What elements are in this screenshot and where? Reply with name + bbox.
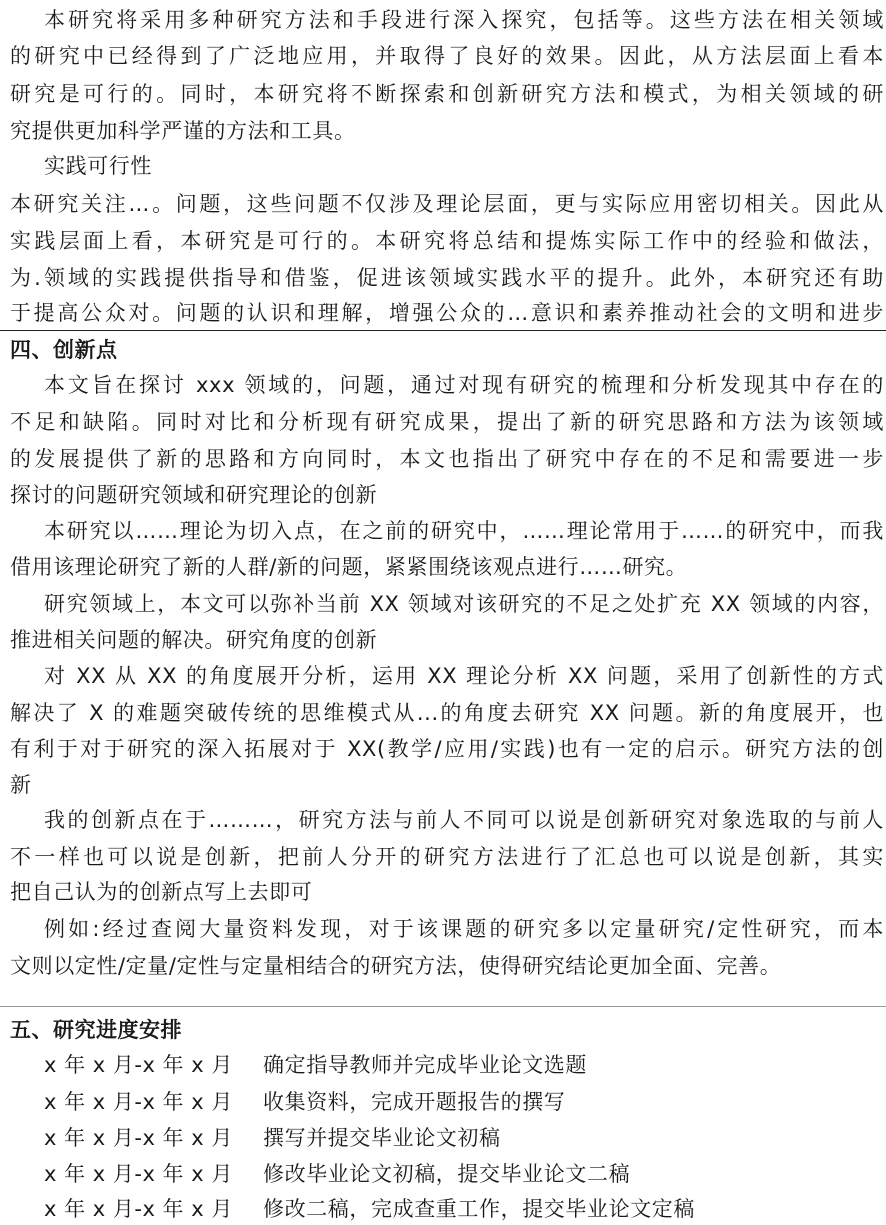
innovation-paragraph-line: 解决了 X 的难题突破传统的思维模式从...的角度去研究 XX 问题。新的角度展开，也 [10, 701, 884, 725]
schedule-task: 收集资料，完成开题报告的撰写 [263, 1090, 566, 1114]
innovation-paragraph-line: 例如:经过查阅大量资料发现，对于该课题的研究多以定量研究/定性研究，而本 [44, 917, 884, 941]
innovation-paragraph-line: 把自己认为的创新点写上去即可 [10, 880, 313, 904]
innovation-paragraph-line: 文则以定性/定量/定性与定量相结合的研究方法，使得研究结论更加全面、完善。 [10, 954, 782, 978]
innovation-heading: 四、创新点 [10, 338, 118, 362]
innovation-paragraph-line: 本文旨在探讨 xxx 领域的，问题，通过对现有研究的梳理和分析发现其中存在的 [44, 373, 884, 397]
practice-paragraph-line: 本研究关注…。问题，这些问题不仅涉及理论层面，更与实际应用密切相关。因此从 [10, 192, 884, 216]
section-divider [0, 1006, 886, 1007]
innovation-paragraph-line: 不足和缺陷。同时对比和分析现有研究成果，提出了新的研究思路和方法为该领域 [10, 410, 884, 434]
innovation-paragraph-line: 探讨的问题研究领域和研究理论的创新 [10, 483, 378, 507]
method-paragraph-line: 本研究将采用多种研究方法和手段进行深入探究，包括等。这些方法在相关领域 [44, 8, 884, 32]
method-paragraph-line: 究提供更加科学严谨的方法和工具。 [10, 119, 356, 143]
innovation-paragraph-line: 我的创新点在于………，研究方法与前人不同可以说是创新研究对象选取的与前人 [44, 808, 884, 832]
innovation-paragraph-line: 借用该理论研究了新的人群/新的问题，紧紧围绕该观点进行……研究。 [10, 555, 688, 579]
schedule-date: x 年 x 月-x 年 x 月 [44, 1162, 233, 1186]
method-paragraph-line: 研究是可行的。同时，本研究将不断探索和创新研究方法和模式，为相关领域的研 [10, 82, 884, 106]
schedule-task: 确定指导教师并完成毕业论文选题 [263, 1053, 587, 1077]
practice-title: 实践可行性 [44, 154, 152, 178]
innovation-paragraph-line: 新 [10, 773, 32, 797]
innovation-paragraph-line: 不一样也可以说是创新，把前人分开的研究方法进行了汇总也可以说是创新，其实 [10, 845, 884, 869]
schedule-task: 撰写并提交毕业论文初稿 [263, 1126, 501, 1150]
schedule-date: x 年 x 月-x 年 x 月 [44, 1126, 233, 1150]
schedule-date: x 年 x 月-x 年 x 月 [44, 1090, 233, 1114]
schedule-task: 修改二稿，完成查重工作，提交毕业论文定稿 [263, 1197, 695, 1221]
practice-paragraph-line: 于提高公众对。问题的认识和理解，增强公众的…意识和素养推动社会的文明和进步 [10, 301, 884, 325]
section-divider [0, 330, 886, 331]
practice-paragraph-line: 实践层面上看，本研究是可行的。本研究将总结和提炼实际工作中的经验和做法， [10, 229, 884, 253]
schedule-date: x 年 x 月-x 年 x 月 [44, 1197, 233, 1221]
innovation-paragraph-line: 研究领域上，本文可以弥补当前 XX 领域对该研究的不足之处扩充 XX 领域的内容， [44, 592, 884, 616]
schedule-heading: 五、研究进度安排 [10, 1018, 182, 1042]
innovation-paragraph-line: 推进相关问题的解决。研究角度的创新 [10, 628, 378, 652]
practice-paragraph-line: 为.领域的实践提供指导和借鉴，促进该领域实践水平的提升。此外，本研究还有助 [10, 266, 884, 290]
schedule-task: 修改毕业论文初稿，提交毕业论文二稿 [263, 1162, 631, 1186]
schedule-date: x 年 x 月-x 年 x 月 [44, 1053, 233, 1077]
innovation-paragraph-line: 的发展提供了新的思路和方向同时，本文也指出了研究中存在的不足和需要进一步 [10, 447, 884, 471]
method-paragraph-line: 的研究中已经得到了广泛地应用，并取得了良好的效果。因此，从方法层面上看本 [10, 44, 884, 68]
innovation-paragraph-line: 对 XX 从 XX 的角度展开分析，运用 XX 理论分析 XX 问题，采用了创新性的方式 [44, 664, 884, 688]
innovation-paragraph-line: 本研究以……理论为切入点，在之前的研究中，……理论常用于……的研究中，而我 [44, 519, 884, 543]
innovation-paragraph-line: 有利于对于研究的深入拓展对于 XX(教学/应用/实践)也有一定的启示。研究方法的创 [10, 737, 884, 761]
